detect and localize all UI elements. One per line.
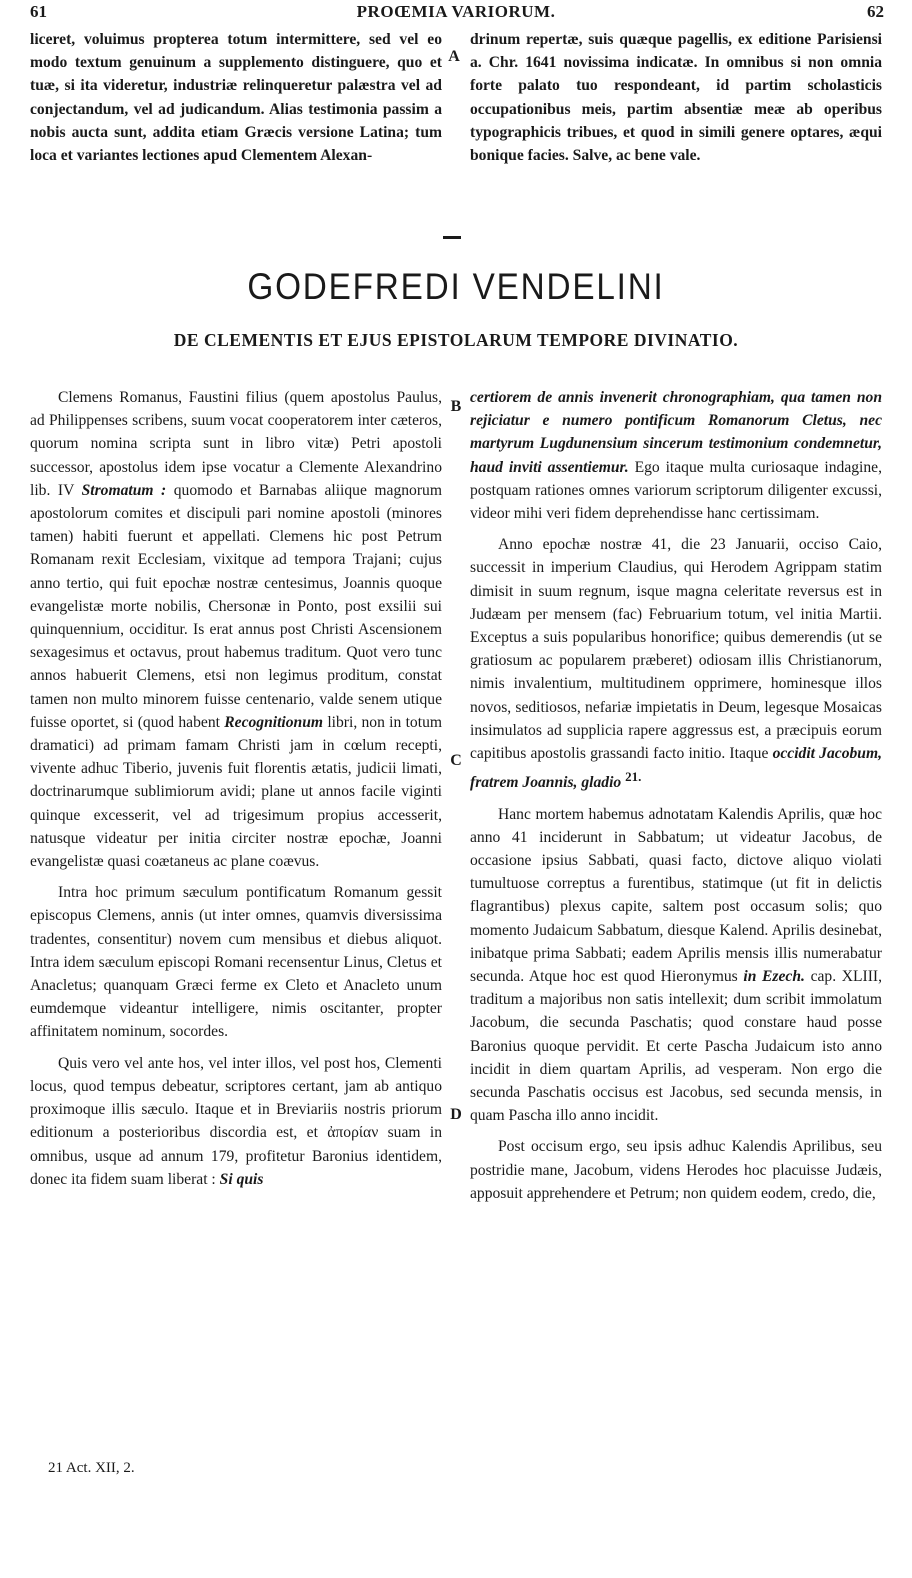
- margin-marker-b: B: [450, 398, 462, 415]
- top-left-text: liceret, voluimus propterea totum intermittere, sed vel eo modo textum genuinum a supplemento distinguere, quo et tuæ, si ita videretur, industriæ relinqueretur palæstra vel ad conjectandum, vel ad judicandum. Alias testimonia passim a nobis aucta sunt, addita etiam Græcis versione Latina; tum loca et variantes lectiones apud Clementem Alexan-: [30, 31, 442, 165]
- footnote: 21 Act. XII, 2.: [48, 1460, 135, 1476]
- page-number-left: 61: [30, 2, 47, 21]
- running-head: PROŒMIA VARIORUM.: [356, 2, 556, 21]
- section-divider: [443, 236, 461, 239]
- margin-marker-a: A: [448, 48, 460, 65]
- paragraph: Clemens Romanus, Faustini filius (quem apostolus Paulus, ad Philippenses scribens, suum vocat cooperatorem inter cæteros, quorum nomina scripta sunt in libro vitæ) Petri apostoli successor, apostolus idem ipse vocatur a Clemente Alexandrino lib. IV Stromatum : quomodo et Barnabas aliique magnorum apostolorum comites et discipuli pari nomine apostoli (minores tamen) habiti fuerunt et appellati. Clemens hic post Petrum Romanam rexit Ecclesiam, vixitque ad tempora Trajani; cujus anno tertio, qui fuit epochæ nostræ centesimus, Joannis quoque evangelistæ morte nobilis, Chersonæ in Ponto, post exsilii sui quinquennium, occiditur. Is erat annus post Christi Ascensionem sexagesimus et octavus, prout habemus traditum. Quot vero tunc annos habuerit Clemens, etsi non legimus proditum, constat tamen non multo minorem fuisse centenario, valde senem utique fuisse oportet, si (quod habent Recognitionum libri, non in totum dramatici) ad primam famam Christi jam in cœlum recepti, vivente adhuc Tiberio, juvenis fuit florentis ætatis, judicii limati, doctrinarumque sublimiorum avidi; plane ut annos facile viginti quinque excesserit, vel ad trigesimum propius accesserit, natusque videatur per initia circiter nostræ epochæ, Joanni evangelistæ quasi coætaneus ac plane coævus.: [30, 389, 442, 871]
- paragraph: Quis vero vel ante hos, vel inter illos, vel post hos, Clementi locus, quod tempus debeatur, scriptores certant, jam ab antiquo proximoque illis sæculo. Itaque et in Breviariis nostris priorum editionum a posterioribus discordia est, et ἀπορίαν suam in omnibus, usque ad annum 179, profitetur Baronius identidem, donec ita fidem suam liberat : Si quis: [30, 1054, 442, 1188]
- paragraph: Intra hoc primum sæculum pontificatum Romanum gessit episcopus Clemens, annis (ut inter omnes, quamvis diversissima tradentes, consentitur) novem cum mensibus et diebus aliquot. Intra idem sæculum episcopi Romani recensentur Linus, Cletus et Anacletus; quanquam Græci ferme ex Cleto et Anacleto unum eumdemque videantur intelligere, nimis oscitanter, propter affinitatem nominum, socordes.: [30, 884, 442, 1041]
- paragraph: Anno epochæ nostræ 41, die 23 Januarii, occiso Caio, successit in imperium Claudius, qui Herodem Agrippam statim dimisit in suum regnum, isque magna celeritate reversus est in Judæam per mensem (fac) Februarium totum, vel initia Martii. Exceptus a suis popularibus honorifice; quibus demerendis (ut se gratiosum ac popularem præberet) odiosam illis Christianorum, nimis invalentium, multitudinem opprimere, hominesque illos novos, seditiosos, nefariæ impietatis in Deum, legesque Mosaicas insimulatos ad supplicia rapere aggressus est, a præcipuis eorum capitibus apostolis grassandi facto initio. Itaque occidit Jacobum, fratrem Joannis, gladio $^{21.}$: [470, 536, 882, 792]
- paragraph: Post occisum ergo, seu ipsis adhuc Kalendis Aprilibus, seu postridie mane, Jacobum, videns Herodes hoc placuisse Judæis, apposuit apprehendere et Petrum; non quidem eodem, credo, die,: [470, 1138, 882, 1202]
- margin-marker-d: D: [450, 1106, 462, 1123]
- paragraph: certiorem de annis invenerit chronographiam, qua tamen non rejiciatur e numero pontificum Romanorum Cletus, nec martyrum Lugdunensium sincerum testimonium condemnetur, haud inviti assentiemur. Ego itaque multa curiosaque indagine, postquam rationes omnes variorum scriptorum diligenter excussi, videor mihi veri fidem deprehendisse hanc certissimam.: [470, 389, 882, 523]
- footnote-ref: 21.: [625, 769, 642, 785]
- body-column-left: [30, 386, 442, 1191]
- section-subtitle: DE CLEMENTIS ET EJUS EPISTOLARUM TEMPORE DIVINATIO.: [173, 330, 739, 350]
- paragraph: Hanc mortem habemus adnotatam Kalendis Aprilis, quæ hoc anno 41 inciderunt in Sabbatum; ut videatur Jacobus, de occasione ipsius Sabbati, quasi facto, dictove aliquo violati tumultuose correptus a furentibus, statimque (ut fit in delictis flagrantibus) plexus capite, saltem post occasum solis; quo momento Judaicum Sabbatum, diesque Kalend. Aprilis desinebat, inibatque prima Sabbati; eadem Aprilis mensis illis numerabatur secunda. Atque hoc est quod Hieronymus in Ezech. cap. XLIII, traditum a majoribus non satis intellexit; dum scribit immolatum Jacobum, die secunda Paschatis; quod constare haud posse Baronius quoque pervidit. Et certe Pascha Judaicum isto anno incidit in diem quartam Aprilis, ad vesperam. Non ergo die secunda Paschatis occisus est Jacobus, sed secunda mensis, in quam Pascha illo anno incidit.: [470, 805, 883, 1125]
- top-column-right: [470, 28, 882, 167]
- body-column-right: [470, 386, 882, 1205]
- section-title: GODEFREDI VENDELINI: [247, 266, 665, 307]
- page-number-right: 62: [867, 2, 884, 21]
- top-column-left: [30, 28, 442, 167]
- margin-marker-c: C: [450, 752, 462, 769]
- top-right-text: drinum repertæ, suis quæque pagellis, ex editione Parisiensi a. Chr. 1641 novissima indicatæ. In omnibus si non omnia forte palato tuo respondeant, id partim scholasticis occupationibus meis, partim absentiæ meæ ab operibus typographicis tribues, et quod in simili genere optares, æqui bonique facies. Salve, ac bene vale.: [470, 31, 882, 165]
